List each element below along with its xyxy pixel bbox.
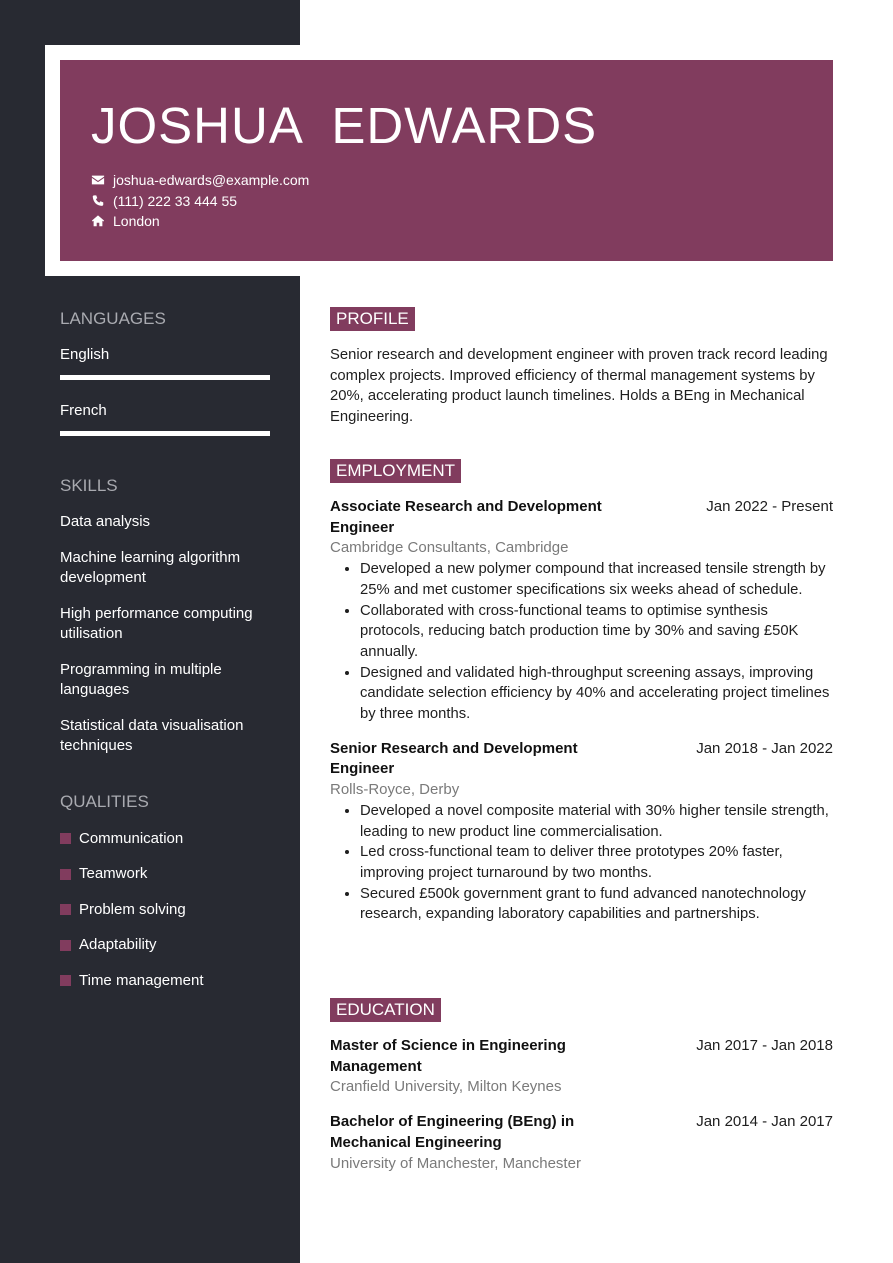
skills-section [60,475,270,757]
degree-title: Bachelor of Engineering (BEng) in Mechanical Engineering [330,1113,575,1151]
job-bullet: • Led cross-functional team to deliver three prototypes 20% faster, improving project turnaround by two months. [360,842,833,883]
job-entry [330,497,833,725]
skill-item: Programming in multiple languages [60,660,222,698]
header [60,60,833,261]
education-entry [330,1036,833,1098]
square-bullet-icon [60,975,71,986]
job-org: Rolls-Royce, Derby [330,781,460,799]
languages-section [60,308,270,436]
home-icon [91,214,105,228]
skills-heading: SKILLS [60,476,118,495]
degree-date: Jan 2017 - Jan 2018 [696,1037,833,1054]
skill-item: Machine learning algorithm development [60,548,241,586]
profile-section [330,307,833,428]
language-level-bar [60,431,270,436]
quality-item [60,900,270,920]
job-entry [330,739,833,925]
quality-label: Adaptability [79,936,157,953]
quality-item [60,829,270,849]
square-bullet-icon [60,869,71,880]
contact-location-row [91,211,309,232]
quality-label: Problem solving [79,900,186,918]
job-org: Cambridge Consultants, Cambridge [330,539,569,557]
contact-info [91,170,309,232]
education-heading: EDUCATION [330,998,441,1022]
degree-institution: Cranfield University, Milton Keynes [330,1078,562,1096]
skill-item: High performance computing utilisation [60,604,253,642]
contact-email-row [91,170,309,191]
job-bullet: • Developed a new polymer compound that increased tensile strength by 25% and met customer specifications six weeks ahead of schedule. [360,559,833,600]
qualities-heading: QUALITIES [60,792,149,811]
envelope-icon [91,173,105,187]
quality-item [60,864,270,884]
education-entry [330,1112,833,1174]
contact-email: joshua-edwards@example.com [113,172,310,189]
language-item: English [60,346,110,363]
employment-heading: EMPLOYMENT [330,459,461,483]
quality-label: Time management [79,971,204,989]
degree-institution: University of Manchester, Manchester [330,1154,581,1172]
skill-item: Statistical data visualisation techniques [60,716,244,754]
education-section [330,998,833,1174]
job-bullet: • Designed and validated high-throughput screening assays, improving candidate selection efficiency by 40% and accelerating project timelines by three months. [360,663,833,725]
education-header [330,1036,833,1077]
contact-phone: (111) 222 33 444 55 [113,192,238,209]
square-bullet-icon [60,940,71,951]
job-bullets [330,801,833,925]
job-bullet: • Collaborated with cross-functional teams to optimise synthesis protocols, reducing batch production time by 30% and saving £50K annually. [360,601,833,663]
degree-date: Jan 2014 - Jan 2017 [696,1113,833,1131]
square-bullet-icon [60,904,71,915]
qualities-section [60,791,270,991]
profile-heading: PROFILE [330,307,415,331]
job-bullet: • Developed a novel composite material with 30% higher tensile strength, leading to new product line commercialisation. [360,801,833,842]
employment-section [330,459,833,925]
quality-item [60,935,270,955]
language-item: French [60,402,107,419]
degree-title: Master of Science in Engineering Management [330,1037,566,1075]
language-level-bar [60,375,270,380]
job-title: Associate Research and Development Engineer [330,498,602,536]
job-header [330,739,833,780]
contact-phone-row [91,191,309,212]
quality-label: Communication [79,829,184,847]
job-header [330,497,833,538]
job-bullets [330,559,833,725]
skill-item: Data analysis [60,513,151,530]
job-title: Senior Research and Development Engineer [330,739,578,778]
languages-heading: LANGUAGES [60,309,166,328]
quality-label: Teamwork [79,865,148,882]
job-bullet: • Secured £500k government grant to fund advanced nanotechnology research, expanding laboratory capabilities and partnerships. [360,884,833,925]
candidate-name: JOSHUA EDWARDS [91,97,598,154]
education-header [330,1112,833,1153]
job-date: Jan 2022 - Present [706,498,833,515]
job-date: Jan 2018 - Jan 2022 [696,739,833,757]
quality-item [60,971,270,991]
phone-icon [91,194,105,208]
square-bullet-icon [60,833,71,844]
contact-location: London [113,213,160,230]
profile-text: Senior research and development engineer with proven track record leading complex projects. Improved efficiency of thermal management systems by 20%, accelerating product launch timelines. Holds a BEng in Mechanical Engineering. [330,347,828,426]
